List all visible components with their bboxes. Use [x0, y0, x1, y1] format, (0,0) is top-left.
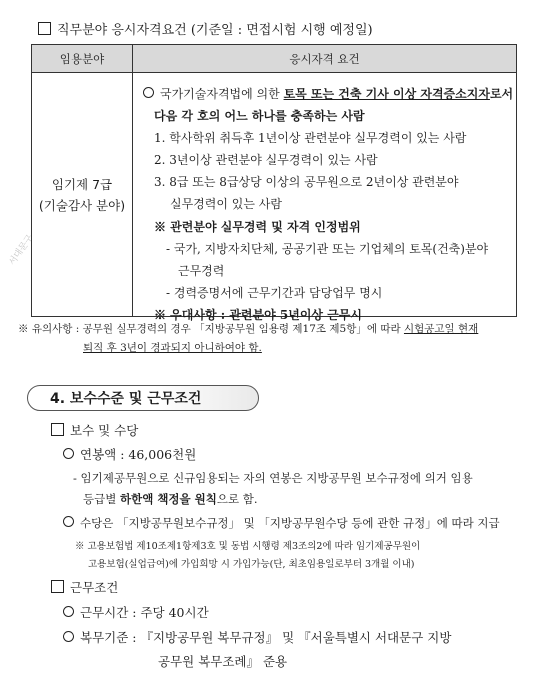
req-text: 로서 — [489, 87, 514, 101]
duty-line-2: 공무원 복무조례』 준용 — [158, 654, 288, 669]
req-main-line — [143, 85, 513, 102]
watermark: 서대문구 — [7, 233, 36, 268]
salary-note-bold: 하한액 책정을 원칙 — [119, 492, 217, 506]
req-text: 국가기술자격법에 의한 — [160, 87, 284, 101]
table-header-row — [32, 45, 517, 73]
section-title-text: 직무분야 응시자격요건 (기준일 : 면접시험 시행 예정일) — [57, 23, 373, 38]
circle-bullet-icon — [143, 87, 154, 98]
insurance-note-2: 고용보험(실업급여)에 가입희망 시 가입가능(단, 최초임용일로부터 3개월 이내) — [88, 559, 415, 570]
notice-line-1 — [18, 321, 478, 336]
circle-bullet-icon — [63, 516, 74, 527]
req-highlight: 토목 또는 건축 기사 이상 자격증소지자 — [283, 87, 490, 101]
header-requirements: 응시자격 요건 — [133, 45, 517, 73]
checkbox-icon — [38, 22, 51, 35]
hours-text: 근무시간 : 주당 40시간 — [80, 605, 209, 620]
insurance-note-1: ※ 고용보험법 제10조제1항제3호 및 동법 시행령 제3조의2에 따라 임기제공무원이 — [75, 541, 421, 552]
table-row — [32, 73, 517, 317]
notice-underlined: 시험공고일 현재 — [403, 323, 479, 335]
duty-text: 복무기준 : 『지방공무원 복무규정』 및 『서울특별시 서대문구 지방 — [80, 630, 452, 645]
notice-text: ※ 유의사항 : 공무원 실무경력의 경우 「지방공무원 임용령 제17조 제5항」에 따라 — [18, 323, 404, 335]
req-item-1: 1. 학사학위 취득후 1년이상 관련분야 실무경력이 있는 사람 — [154, 131, 467, 145]
field-grade: 임기제 7급 — [51, 176, 113, 192]
req-scope-1-cont: 근무경력 — [178, 264, 225, 278]
field-area: (기술감사 분야) — [38, 197, 126, 213]
work-heading-text: 근무조건 — [70, 580, 119, 595]
allowance-line — [63, 515, 500, 531]
pay-heading-text: 보수 및 수당 — [70, 423, 139, 438]
section-title — [38, 19, 373, 38]
requirements-cell — [133, 73, 517, 322]
requirements-table — [31, 44, 517, 322]
header-field: 임용분야 — [32, 45, 133, 73]
req-scope-2: - 경력증명서에 근무기간과 담당업무 명시 — [166, 286, 383, 300]
req-scope-1: - 국가, 지방자치단체, 공공기관 또는 기업체의 토목(건축)분야 — [166, 242, 489, 256]
duty-line-1 — [63, 628, 451, 646]
req-scope-note: ※ 관련분야 실무경력 및 자격 인정범위 — [154, 220, 361, 234]
salary-note-2 — [83, 491, 258, 507]
salary-line — [63, 445, 196, 463]
section-4-title: 4. 보수수준 및 근무조건 — [50, 391, 202, 407]
circle-bullet-icon — [63, 606, 74, 617]
pay-heading — [51, 421, 138, 439]
hours-line — [63, 603, 209, 621]
circle-bullet-icon — [63, 631, 74, 642]
allowance-text: 수당은 「지방공무원보수규정」 및 「지방공무원수당 등에 관한 규정」에 따라 지급 — [80, 516, 500, 530]
circle-bullet-icon — [63, 448, 74, 459]
notice-line-2: 퇴직 후 3년이 경과되지 아니하여야 함. — [83, 342, 262, 354]
req-item-2: 2. 3년이상 관련분야 실무경력이 있는 사람 — [154, 153, 378, 167]
req-item-3: 3. 8급 또는 8급상당 이상의 공무원으로 2년이상 관련분야 — [154, 175, 459, 189]
req-line: 다음 각 호의 어느 하나를 충족하는 사람 — [154, 109, 365, 123]
field-cell — [32, 73, 133, 317]
checkbox-icon — [51, 423, 64, 436]
req-item-3-cont: 실무경력이 있는 사람 — [170, 197, 282, 211]
salary-note-text: 등급별 — [83, 492, 120, 506]
salary-note-1: - 임기제공무원으로 신규임용되는 자의 연봉은 지방공무원 보수규정에 의거 임용 — [73, 471, 473, 485]
work-heading — [51, 578, 118, 596]
salary-text: 연봉액 : 46,006천원 — [80, 447, 197, 462]
req-preference: ※ 우대사항 : 관련분야 5년이상 근무시 — [154, 308, 362, 322]
checkbox-icon — [51, 580, 64, 593]
salary-note-text: 으로 함. — [216, 492, 258, 506]
